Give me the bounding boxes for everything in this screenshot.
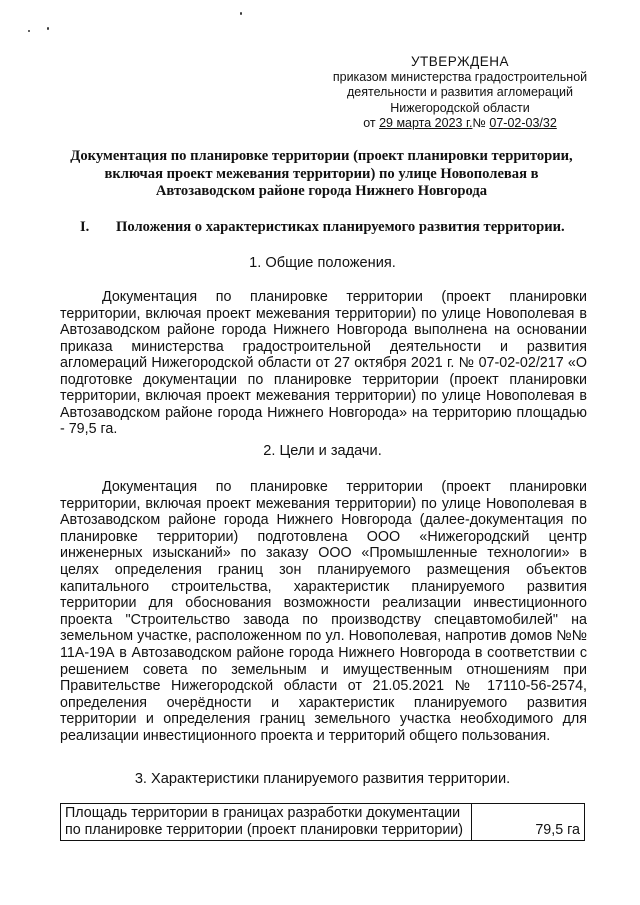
approval-date: 29 марта 2023 г. bbox=[379, 116, 473, 130]
document-title: Документация по планировке территории (проект планировки территории, включая проект межевания территории) по улице Новополевая в Автозаводском районе города Нижнего Новгорода bbox=[70, 148, 573, 199]
section-heading bbox=[80, 218, 600, 236]
approval-line: деятельности и развития агломераций bbox=[347, 85, 573, 99]
subsection-title-goals: 2. Цели и задачи. bbox=[263, 443, 382, 459]
subsection-title-general: 1. Общие положения. bbox=[249, 255, 396, 271]
subsection-title-characteristics: 3. Характеристики планируемого развития территории. bbox=[134, 771, 511, 787]
section-number: I. bbox=[80, 219, 90, 235]
characteristics-table bbox=[60, 803, 585, 841]
scan-speck bbox=[28, 30, 30, 32]
table-cell-value: 79,5 га bbox=[472, 804, 585, 841]
scan-speck bbox=[47, 27, 49, 30]
scan-speck bbox=[240, 12, 242, 15]
approval-number: 07-02-03/32 bbox=[489, 116, 557, 130]
table-cell-label: Площадь территории в границах разработки документации по планировке территории (проект планировки территории) bbox=[61, 804, 472, 841]
section-title: Положения о характеристиках планируемого развития территории. bbox=[116, 219, 565, 235]
approval-stamp bbox=[330, 54, 590, 132]
approval-heading: УТВЕРЖДЕНА bbox=[410, 54, 510, 69]
approval-line: приказом министерства градостроительной bbox=[332, 69, 588, 84]
paragraph-general: Документация по планировке территории (проект планировки территории, включая проект межевания территории) по улице Новополевая в Автозаводском районе города Нижнего Новгорода выполнена на основании приказа министерства градостроительной деятельности и развития агломераций Нижегородской области от 27 октября 2021 г. № 07-02-02/217 «О подготовке документации по планировке территории (проект планировки территории, включая проект межевания территории) по улице Новополевая в Автозаводском районе города Нижнего Новгорода» на территорию площадью - 79,5 га. bbox=[60, 289, 587, 437]
approval-date-line: от 29 марта 2023 г.№ 07-02-03/32 bbox=[363, 116, 557, 130]
paragraph-goals: Документация по планировке территории (проект планировки территории, включая проект межевания территории) по улице Новополевая в Автозаводском районе города Нижнего Новгорода (далее-документация по планировке территории) подготовлена ООО «Нижегородский центр инженерных изысканий» по заказу ООО «Промышленные технологии» в целях определения границ зон планируемого размещения объектов капитального строительства, характеристик планируемого развития территории для обоснования возможности реализации инвестиционного проекта "Строительство завода по производству спецавтомобилей" на земельном участке, расположенном по ул. Новополевая, напротив домов №№ 11А-19А в Автозаводском районе города Нижнего Новгорода в соответствии с решением совета по земельным и имущественным отношениям при Правительстве Нижегородской области от 21.05.2021 № 17110-56-2574, определения очерёдности и характеристик планируемого развития территории и определения границ земельного участка необходимого для реализации инвестиционного проекта и территорий общего пользования. bbox=[60, 479, 587, 744]
approval-line: Нижегородской области bbox=[390, 100, 530, 115]
table-row bbox=[61, 804, 585, 841]
